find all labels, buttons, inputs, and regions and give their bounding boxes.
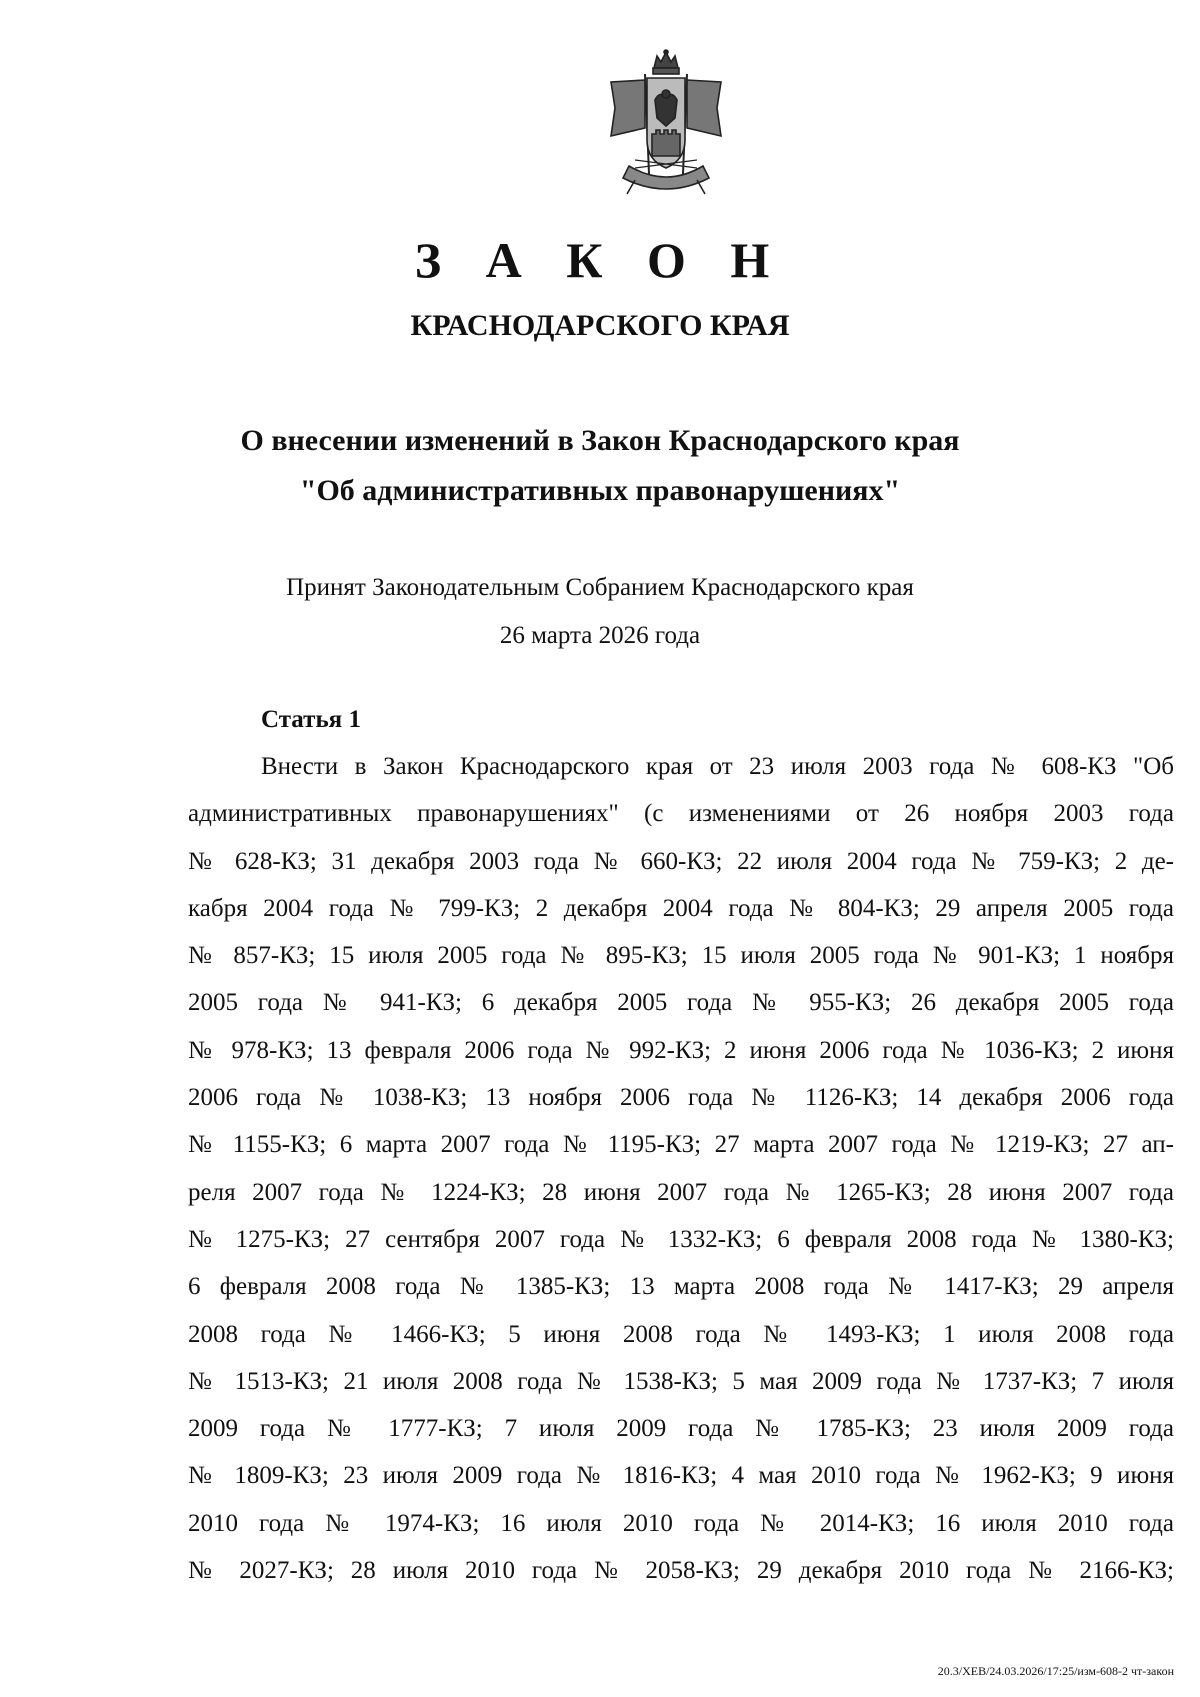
body-line: № 1155-КЗ; 6 марта 2007 года № 1195-КЗ; 27 марта 2007 года № 1219-КЗ; 27 ап- <box>188 1131 1174 1159</box>
adoption-note <box>0 564 1200 660</box>
body-line: 2005 года № 941-КЗ; 6 декабря 2005 года № 955-КЗ; 26 декабря 2005 года <box>188 989 1174 1017</box>
law-name-line: "Об административных правонарушениях" <box>299 474 901 507</box>
body-line: административных правонарушениях" (с изменениями от 26 ноября 2003 года <box>188 800 1174 828</box>
footer-document-code: 20.3/ХЕВ/24.03.2026/17:25/изм-608-2 чт-закон <box>937 1664 1174 1678</box>
body-line: 2010 года № 1974-КЗ; 16 июля 2010 года № 2014-КЗ; 16 июля 2010 года <box>188 1509 1174 1537</box>
body-line: 2009 года № 1777-КЗ; 7 июля 2009 года № 1785-КЗ; 23 июля 2009 года <box>188 1415 1174 1443</box>
body-line: 6 февраля 2008 года № 1385-КЗ; 13 марта 2008 года № 1417-КЗ; 29 апреля <box>188 1273 1174 1301</box>
body-line: Внести в Закон Краснодарского края от 23 июля 2003 года № 608-КЗ "Об <box>261 753 1174 780</box>
body-line: № 628-КЗ; 31 декабря 2003 года № 660-КЗ; 22 июля 2004 года № 759-КЗ; 2 де- <box>188 847 1174 875</box>
body-line: № 857-КЗ; 15 июля 2005 года № 895-КЗ; 15 июля 2005 года № 901-КЗ; 1 ноября <box>188 942 1174 970</box>
body-line: 2006 года № 1038-КЗ; 13 ноября 2006 года № 1126-КЗ; 14 декабря 2006 года <box>188 1084 1174 1112</box>
body-line: 2008 года № 1466-КЗ; 5 июня 2008 года № 1493-КЗ; 1 июля 2008 года <box>188 1320 1174 1348</box>
law-name-line: О внесении изменений в Закон Краснодарского края <box>240 424 960 457</box>
document-title: З А К О Н <box>414 232 786 288</box>
coat-of-arms-icon <box>605 48 727 198</box>
body-line: № 978-КЗ; 13 февраля 2006 года № 992-КЗ; 2 июня 2006 года № 1036-КЗ; 2 июня <box>188 1036 1174 1064</box>
body-line: № 2027-КЗ; 28 июля 2010 года № 2058-КЗ; 29 декабря 2010 года № 2166-КЗ; <box>188 1557 1174 1585</box>
document-subtitle: КРАСНОДАРСКОГО КРАЯ <box>410 309 790 342</box>
adoption-date: 26 марта 2026 года <box>499 622 701 649</box>
body-line: № 1809-КЗ; 23 июля 2009 года № 1816-КЗ; 4 мая 2010 года № 1962-КЗ; 9 июня <box>188 1462 1174 1490</box>
article-heading: Статья 1 <box>261 706 361 733</box>
body-line: кабря 2004 года № 799-КЗ; 2 декабря 2004 года № 804-КЗ; 29 апреля 2005 года <box>188 894 1174 922</box>
body-line: реля 2007 года № 1224-КЗ; 28 июня 2007 года № 1265-КЗ; 28 июня 2007 года <box>188 1178 1174 1206</box>
adoption-line: Принят Законодательным Собранием Краснодарского края <box>286 574 914 601</box>
body-line: № 1513-КЗ; 21 июля 2008 года № 1538-КЗ; 5 мая 2009 года № 1737-КЗ; 7 июля <box>188 1367 1174 1395</box>
body-line: № 1275-КЗ; 27 сентября 2007 года № 1332-КЗ; 6 февраля 2008 года № 1380-КЗ; <box>188 1225 1174 1253</box>
article-body <box>188 743 1174 1594</box>
law-name <box>0 416 1200 516</box>
